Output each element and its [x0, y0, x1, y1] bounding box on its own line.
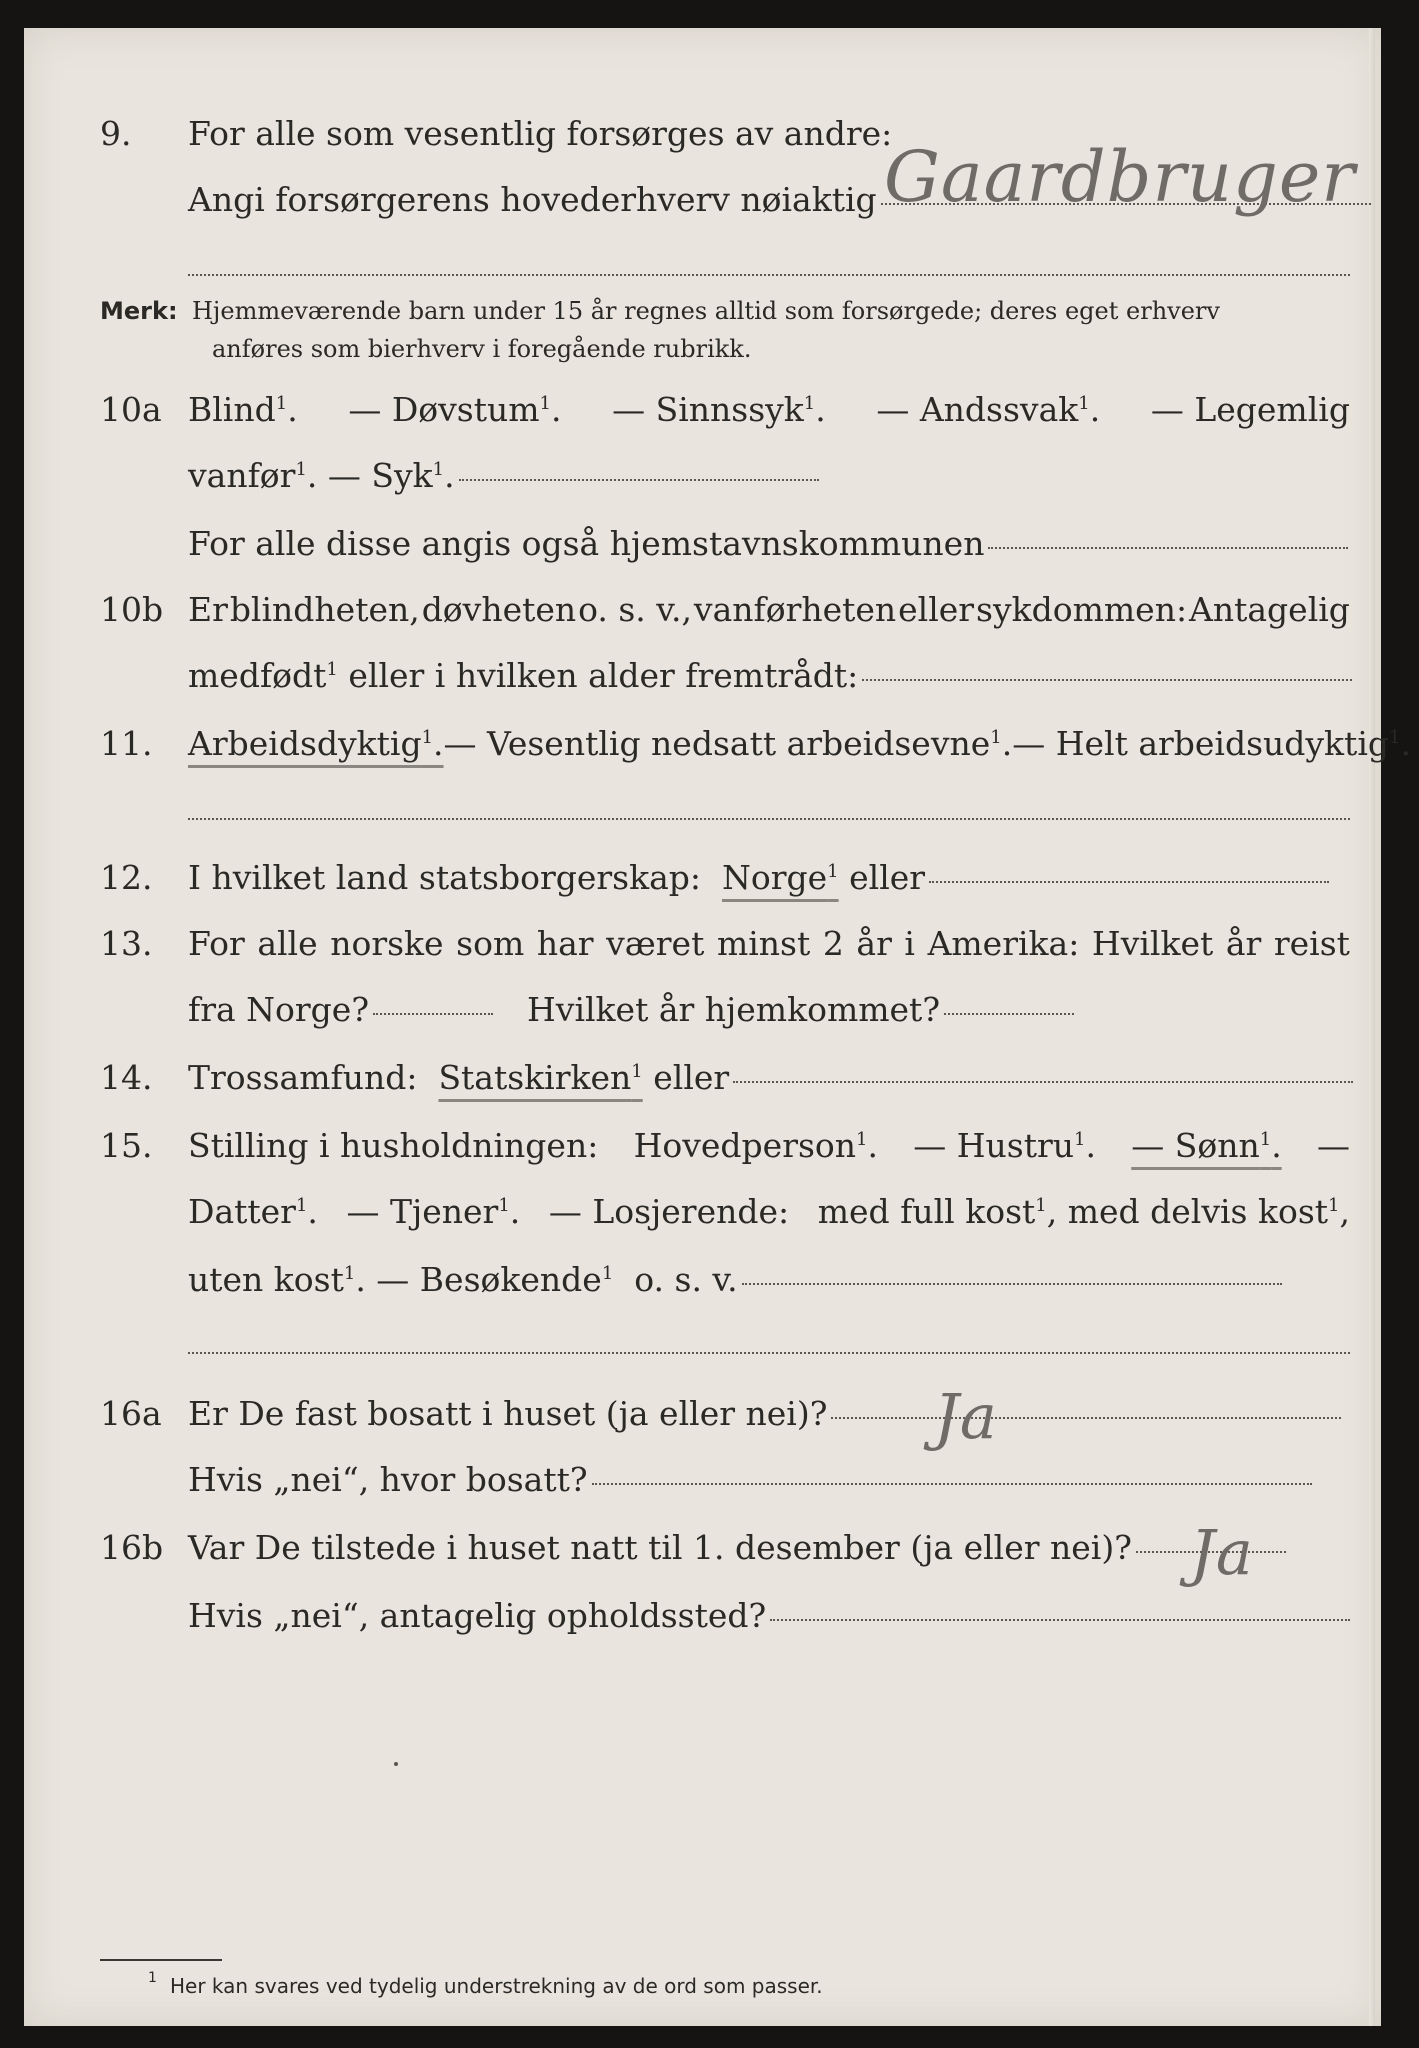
q14-eller: eller	[653, 1058, 730, 1097]
q16b-line1	[24, 1526, 1381, 1570]
q13-hjemkommet-field[interactable]	[944, 1013, 1074, 1015]
q12-other-field[interactable]	[929, 881, 1329, 883]
q15-line2	[24, 1190, 1381, 1234]
q16a-number: 16a	[100, 1394, 162, 1433]
q10b-line1	[24, 588, 1381, 632]
q9-extra-line[interactable]	[188, 274, 1350, 276]
q12-eller: eller	[849, 858, 926, 897]
q11-opt-arbeidsdyktig[interactable]: Arbeidsdyktig$^1$.	[188, 724, 444, 763]
merk-line2: anføres som bierhverv i foregående rubrikk.	[212, 335, 752, 363]
q16b-prompt: Var De tilstede i huset natt til 1. desember (ja eller nei)?	[188, 1528, 1132, 1567]
q10a-opt-vanfor[interactable]: vanfør$^1$.	[188, 456, 328, 495]
q12-opt-norge[interactable]: Norge$^1$	[722, 858, 839, 897]
q16b-opholdssted-prompt: Hvis „nei“, antagelig opholdssted?	[188, 1596, 767, 1635]
q10a-hjemstavn-field[interactable]	[988, 547, 1348, 549]
q10a-opt-dovstum[interactable]: — Døvstum$^1$.	[348, 390, 562, 429]
q10b-opt-medfodt[interactable]: medfødt$^1$	[188, 656, 338, 695]
q9-text: For alle som vesentlig forsørges av andre:	[188, 114, 893, 153]
q10a-hjemstavn-prompt: For alle disse angis også hjemstavnskommunen	[188, 524, 985, 563]
q10a-opt-syk[interactable]: — Syk$^1$.	[327, 456, 455, 495]
q10a-opt-sinnssyk[interactable]: — Sinnssyk$^1$.	[612, 390, 826, 429]
q16a-line2	[24, 1458, 1381, 1502]
q9-number: 9.	[100, 114, 132, 153]
q10a-line2	[24, 454, 1381, 498]
q16a-bosatt-field[interactable]	[592, 1483, 1312, 1485]
paper-speck	[394, 1762, 398, 1766]
q11-line	[24, 722, 1411, 766]
q13-reist-field[interactable]	[373, 1013, 493, 1015]
q9-handwritten-answer: Gaardbruger	[884, 136, 1356, 218]
q15-osv: o. s. v.	[634, 1260, 738, 1299]
q15-opt-hustru[interactable]: — Hustru$^1$.	[913, 1126, 1096, 1165]
q10a-number: 10a	[100, 390, 162, 429]
q14-number: 14.	[100, 1058, 153, 1097]
q15-opt-full-kost[interactable]: med full kost$^1$, med delvis kost$^1$,	[817, 1192, 1350, 1231]
q14-line	[24, 1056, 1381, 1100]
footnote-rule	[100, 1959, 222, 1961]
q13-hjemkommet-prompt: Hvilket år hjemkommet?	[527, 990, 941, 1029]
q15-other-field[interactable]	[742, 1283, 1282, 1285]
q16a-handwritten-answer: Ja	[934, 1380, 998, 1453]
footnote-mark: 1	[148, 1970, 157, 1986]
footnote-text: Her kan svares ved tydelig understrekning av de ord som passer.	[170, 1974, 823, 1998]
q9-prompt: Angi forsørgerens hovederhverv nøiaktig	[188, 180, 877, 219]
q10b-number: 10b	[100, 590, 164, 629]
q10b-line2	[24, 654, 1381, 698]
q11-number: 11.	[100, 724, 153, 763]
form-page	[24, 28, 1411, 2026]
q16b-number: 16b	[100, 1528, 164, 1567]
q10b-prompt: eller i hvilken alder fremtrådt:	[348, 656, 859, 695]
q15-number: 15.	[100, 1126, 153, 1165]
q16a-bosatt-prompt: Hvis „nei“, hvor bosatt?	[188, 1460, 588, 1499]
q15-opt-tjener[interactable]: — Tjener$^1$.	[346, 1192, 521, 1231]
q15-opt-hovedperson[interactable]: Hovedperson$^1$.	[633, 1126, 878, 1165]
q16b-opholdssted-field[interactable]	[770, 1619, 1350, 1621]
q12-line	[24, 856, 1381, 900]
q16a-prompt: Er De fast bosatt i huset (ja eller nei)?	[188, 1394, 828, 1433]
q15-opt-sonn[interactable]: — Sønn$^1$.	[1131, 1126, 1282, 1165]
q11-opt-udyktig[interactable]: — Helt arbeidsudyktig$^1$.	[1012, 724, 1411, 763]
q13-number: 13.	[100, 924, 153, 963]
q15-extra-line[interactable]	[188, 1352, 1350, 1354]
q11-extra-line[interactable]	[188, 818, 1350, 820]
q15-losjerende: — Losjerende:	[548, 1192, 790, 1231]
q10a-line1	[24, 388, 1381, 432]
q15-opt-uten-kost[interactable]: uten kost$^1$.	[188, 1260, 377, 1299]
q16a-line1	[24, 1392, 1381, 1436]
q13-reist-prompt: fra Norge?	[188, 990, 370, 1029]
q12-prompt: I hvilket land statsborgerskap:	[188, 858, 702, 897]
q10a-opt-blind[interactable]: Blind$^1$.	[188, 390, 298, 429]
q10b-alder-field[interactable]	[862, 679, 1352, 681]
q16b-line2	[24, 1594, 1381, 1638]
q15-opt-besokende[interactable]: — Besøkende$^1$	[376, 1260, 614, 1299]
q16b-handwritten-answer: Ja	[1190, 1516, 1254, 1589]
q15-opt-datter[interactable]: Datter$^1$.	[188, 1192, 318, 1231]
q15-line3	[24, 1258, 1381, 1302]
q10a-opt-andssvak[interactable]: — Andssvak$^1$.	[876, 390, 1101, 429]
q10a-opt-legemlig[interactable]: — Legemlig	[1150, 390, 1350, 429]
q14-other-field[interactable]	[733, 1081, 1353, 1083]
q14-prompt: Trossamfund:	[188, 1058, 418, 1097]
q10b-text: Er blindheten, døvheten o. s. v., vanførheten eller sykdommen: Antagelig	[188, 590, 1350, 629]
q12-number: 12.	[100, 858, 153, 897]
q13-line2	[24, 988, 1381, 1032]
q15-line1: 15. Stilling i husholdningen: Hovedperson$^1$. — Hustru$^1$. — Sønn$^1$. —	[24, 1124, 1381, 1168]
q10a-line3	[24, 522, 1381, 566]
q10a-syk-field[interactable]	[459, 479, 819, 481]
q13-text: For alle norske som har været minst 2 år i Amerika: Hvilket år reist	[188, 924, 1350, 963]
q14-opt-statskirken[interactable]: Statskirken$^1$	[438, 1058, 643, 1097]
q13-line1	[24, 922, 1381, 966]
q16a-answer-field[interactable]	[831, 1417, 1341, 1419]
q11-opt-nedsatt[interactable]: — Vesentlig nedsatt arbeidsevne$^1$.	[443, 724, 1013, 763]
merk-line1: Hjemmeværende barn under 15 år regnes alltid som forsørgede; deres eget erhverv	[192, 297, 1220, 325]
q15-prompt: Stilling i husholdningen:	[188, 1126, 599, 1165]
merk-label: Merk:	[100, 297, 178, 325]
